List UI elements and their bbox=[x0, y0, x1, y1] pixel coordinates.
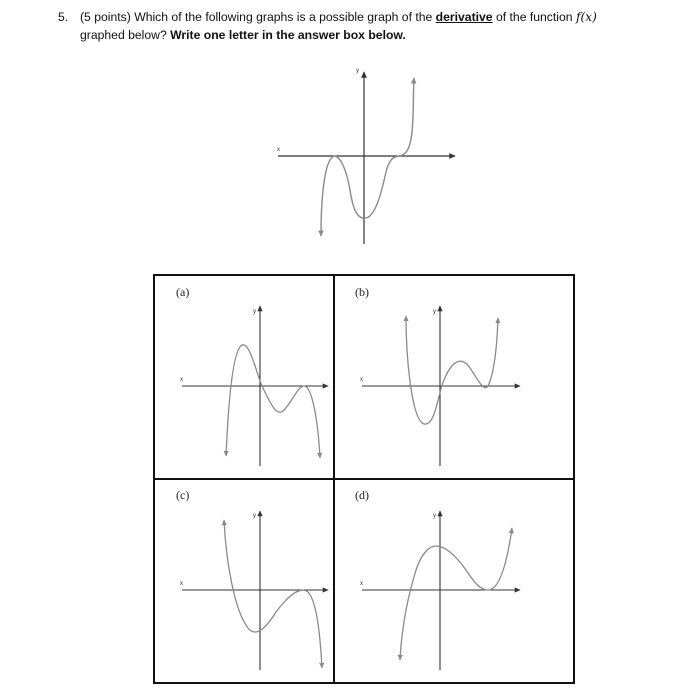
choice-c-x-label: x bbox=[180, 581, 183, 587]
question-line2: graphed below? bbox=[80, 28, 167, 42]
question-prompt-continued: of the function bbox=[495, 10, 573, 24]
choice-b-label: (b) bbox=[355, 285, 369, 299]
derivative-emphasis: derivative bbox=[435, 10, 493, 24]
choice-c-curve bbox=[224, 520, 322, 668]
choice-b-curve bbox=[406, 316, 498, 424]
choice-c-label: (c) bbox=[176, 488, 190, 502]
answer-instruction: Write one letter in the answer box below. bbox=[170, 28, 406, 42]
choice-a-graph bbox=[180, 306, 328, 466]
graph-f-y-label: y bbox=[356, 68, 359, 74]
choice-b-graph bbox=[360, 306, 520, 466]
choice-d-label: (d) bbox=[355, 488, 369, 502]
graph-f bbox=[277, 68, 455, 244]
question-prompt: (5 points) Which of the following graphs is a possible graph of the bbox=[80, 10, 433, 24]
graph-f-curve bbox=[321, 78, 414, 236]
graph-f-x-label: x bbox=[277, 147, 280, 153]
choice-a-curve bbox=[226, 345, 320, 458]
choice-a-y-label: y bbox=[253, 309, 256, 315]
choice-c-y-label: y bbox=[253, 513, 256, 519]
choice-d-x-label: x bbox=[360, 581, 363, 587]
choice-b-x-label: x bbox=[360, 377, 363, 383]
choice-b-y-label: y bbox=[433, 309, 436, 315]
function-name: f(x) bbox=[575, 10, 597, 24]
choice-d-graph bbox=[360, 511, 520, 670]
choice-a-x-label: x bbox=[180, 377, 183, 383]
choice-d-y-label: y bbox=[433, 513, 436, 519]
answer-grid bbox=[154, 275, 574, 683]
choice-c-graph bbox=[180, 511, 328, 670]
question-number: 5. bbox=[58, 10, 69, 24]
choice-d-curve bbox=[400, 528, 512, 660]
choice-a-label: (a) bbox=[176, 285, 190, 299]
